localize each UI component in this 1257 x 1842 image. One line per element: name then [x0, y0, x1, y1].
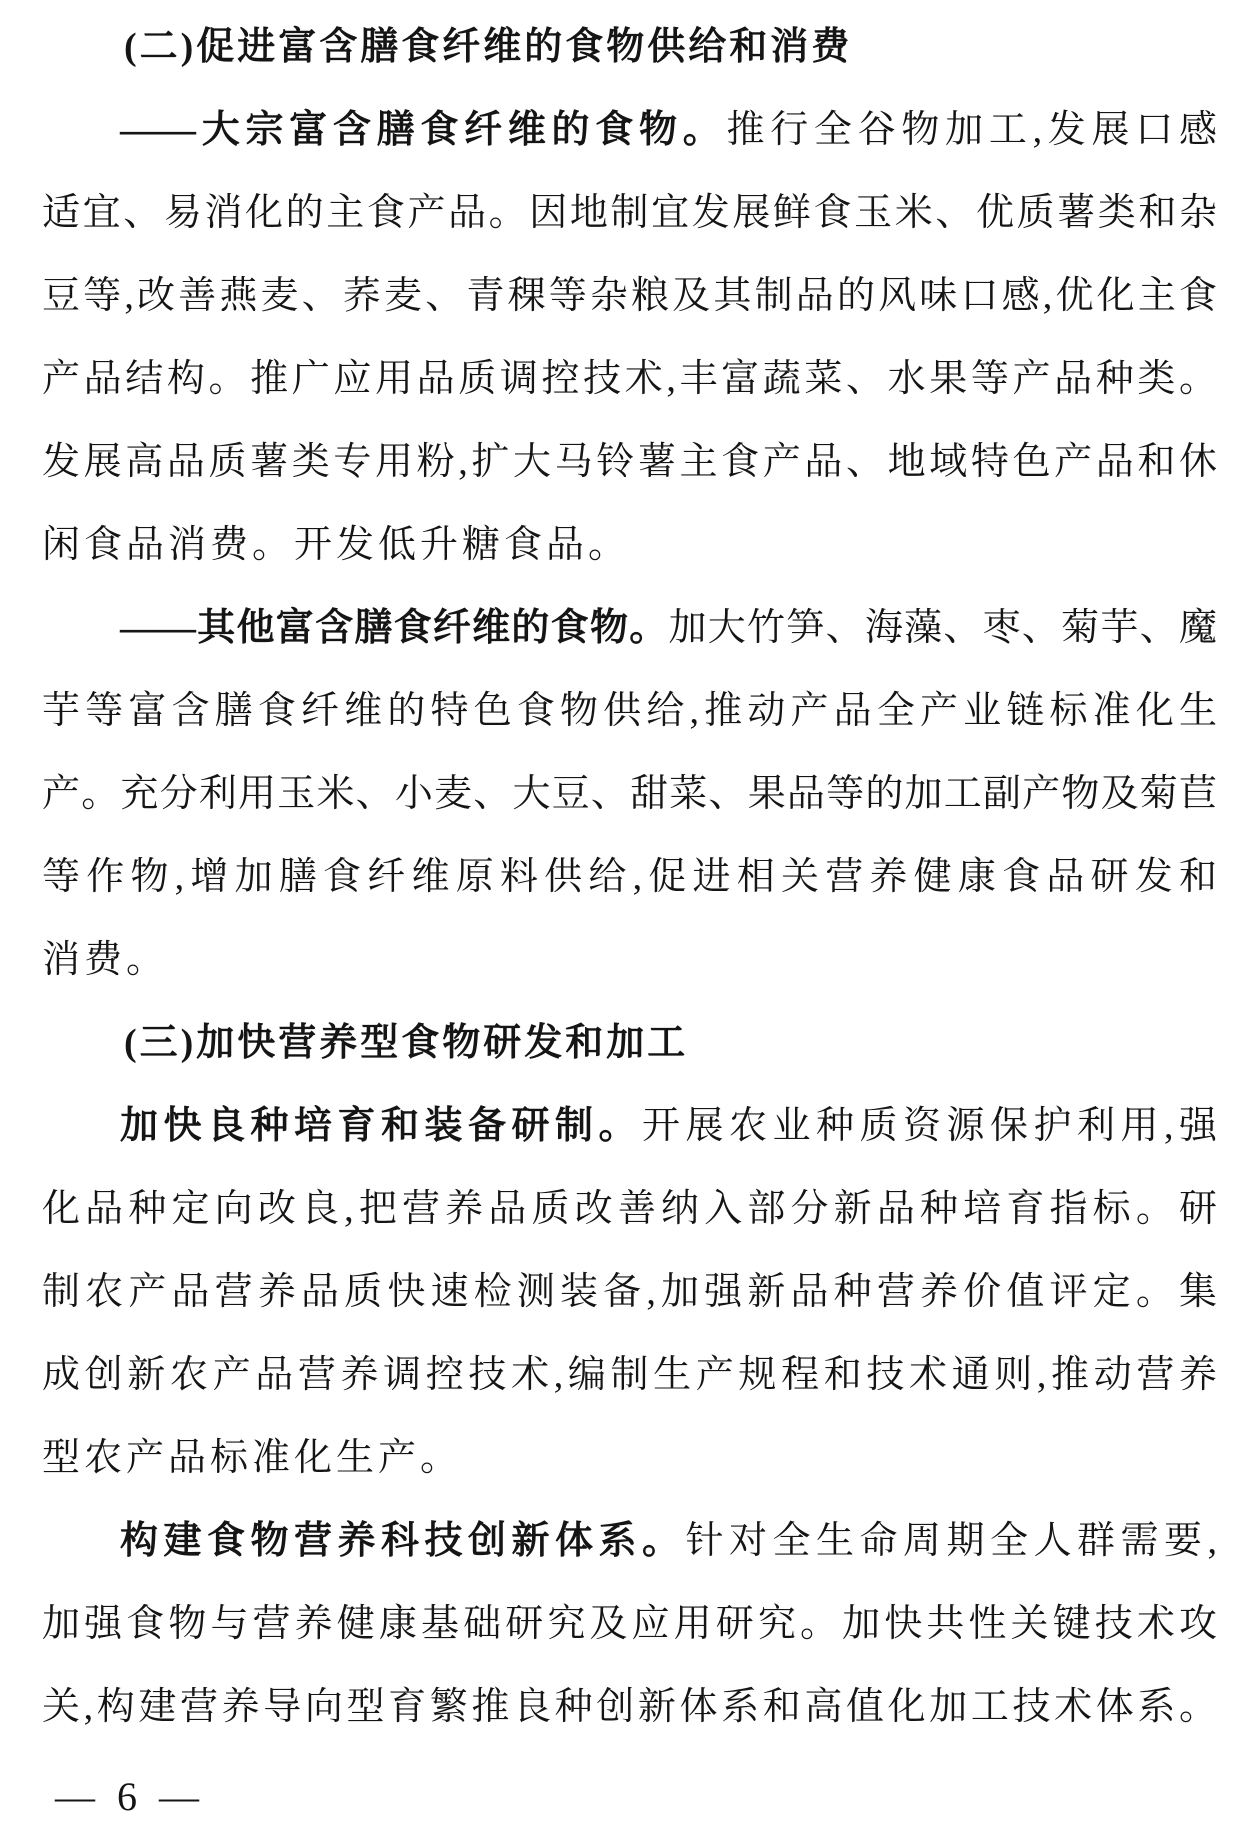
text-segment: 产品结构。推广应用品质调控技术,丰富蔬菜、水果等产品种类。	[42, 358, 1217, 400]
text-segment: 成创新农产品营养调控技术,编制生产规程和技术通则,推动营养	[42, 1354, 1217, 1396]
heading-line	[42, 1002, 1217, 1085]
text-line	[42, 1251, 1217, 1334]
text-line	[42, 1583, 1217, 1666]
text-line	[42, 1500, 1217, 1583]
bold-text-segment: (二)促进富含膳食纤维的食物供给和消费	[124, 26, 853, 68]
text-segment: 消费。	[42, 939, 169, 981]
text-segment: 适宜、易消化的主食产品。因地制宜发展鲜食玉米、优质薯类和杂	[42, 192, 1217, 234]
text-segment: 化品种定向改良,把营养品质改善纳入部分新品种培育指标。研	[42, 1188, 1217, 1230]
bold-text-segment: 构建食物营养科技创新体系。	[120, 1520, 686, 1562]
text-line	[42, 421, 1217, 504]
bold-text-segment: 加快良种培育和装备研制。	[120, 1105, 642, 1147]
text-line	[42, 836, 1217, 919]
page-number	[0, 1772, 1257, 1822]
text-line	[42, 587, 1217, 670]
text-line	[42, 670, 1217, 753]
text-line	[42, 338, 1217, 421]
text-line	[42, 1168, 1217, 1251]
text-line	[42, 504, 1217, 587]
text-line	[42, 1666, 1217, 1749]
text-segment: 等作物,增加膳食纤维原料供给,促进相关营养健康食品研发和	[42, 856, 1217, 898]
page-number-label: — 6 —	[55, 1774, 205, 1819]
text-segment: 推行全谷物加工,发展口感	[726, 109, 1217, 151]
bold-text-segment: (三)加快营养型食物研发和加工	[124, 1022, 689, 1064]
text-line	[42, 89, 1217, 172]
text-segment: 开展农业种质资源保护利用,强	[642, 1105, 1217, 1147]
text-line	[42, 255, 1217, 338]
text-segment: 闲食品消费。开发低升糖食品。	[42, 524, 631, 566]
text-segment: 关,构建营养导向型育繁推良种创新体系和高值化加工技术体系。	[42, 1686, 1217, 1728]
text-line	[42, 1085, 1217, 1168]
bold-text-segment: ——其他富含膳食纤维的食物。	[120, 607, 669, 649]
text-segment: 制农产品营养品质快速检测装备,加强新品种营养价值评定。集	[42, 1271, 1217, 1313]
text-line	[42, 919, 1217, 1002]
text-segment: 芋等富含膳食纤维的特色食物供给,推动产品全产业链标准化生	[42, 690, 1217, 732]
text-segment: 豆等,改善燕麦、荞麦、青稞等杂粮及其制品的风味口感,优化主食	[42, 275, 1217, 317]
text-segment: 型农产品标准化生产。	[42, 1437, 463, 1479]
heading-line	[42, 6, 1217, 89]
text-segment: 针对全生命周期全人群需要,	[685, 1520, 1217, 1562]
text-line	[42, 1334, 1217, 1417]
text-segment: 产。充分利用玉米、小麦、大豆、甜菜、果品等的加工副产物及菊苣	[42, 773, 1217, 815]
bold-text-segment: ——大宗富含膳食纤维的食物。	[120, 109, 727, 151]
text-segment: 加强食物与营养健康基础研究及应用研究。加快共性关键技术攻	[42, 1603, 1217, 1645]
text-line	[42, 172, 1217, 255]
text-line	[42, 1417, 1217, 1500]
text-segment: 发展高品质薯类专用粉,扩大马铃薯主食产品、地域特色产品和休	[42, 441, 1217, 483]
text-segment: 加大竹笋、海藻、枣、菊芋、魔	[668, 607, 1217, 649]
text-line	[42, 753, 1217, 836]
